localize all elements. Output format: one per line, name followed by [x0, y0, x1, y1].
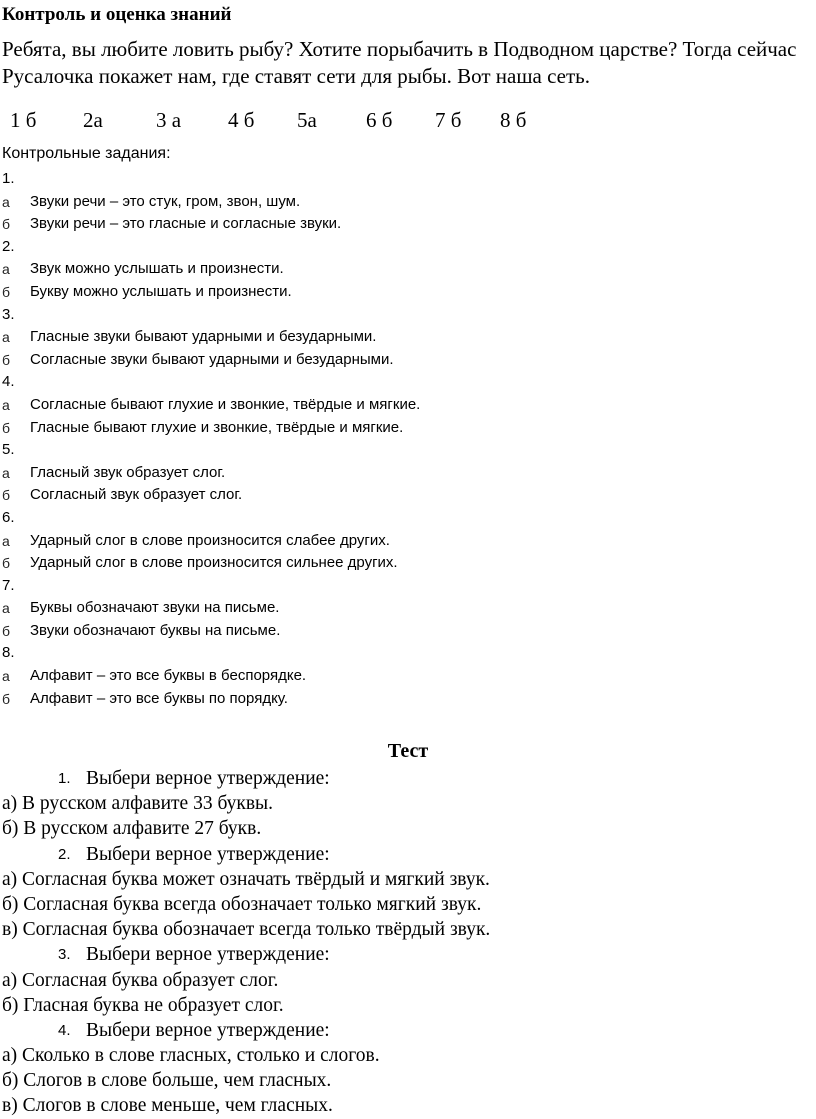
test-option: в) Слогов в слове меньше, чем гласных. [2, 1095, 333, 1117]
option-text: Звуки речи – это гласные и согласные звуки. [30, 215, 342, 233]
task-number: 7. [2, 576, 15, 594]
option-text: Гласный звук образует слог. [30, 463, 226, 481]
test-option: а) В русском алфавите 33 буквы. [2, 793, 274, 815]
option-marker: б [2, 487, 11, 504]
task-option-b [2, 349, 802, 372]
option-marker: а [2, 464, 10, 481]
test-option: б) Согласная буква всегда обозначает только мягкий звук. [2, 893, 482, 915]
option-text: Согласные бывают глухие и звонкие, твёрдые и мягкие. [30, 395, 421, 413]
option-text: Согласные звуки бывают ударными и безударными. [30, 350, 394, 368]
option-marker: а [2, 532, 10, 549]
task-option-b [2, 620, 802, 643]
task-option-a [2, 665, 802, 688]
task-number: 2. [2, 237, 15, 255]
option-text: Звуки обозначают буквы на письме. [30, 621, 281, 639]
test-option: а) Сколько в слове гласных, столько и слогов. [2, 1045, 380, 1067]
question-text: Выбери верное утверждение: [86, 843, 330, 865]
task-option-a [2, 326, 802, 349]
answer-item: 2а [83, 108, 103, 132]
task-option-b [2, 417, 802, 440]
task-option-a [2, 530, 802, 553]
question-text: Выбери верное утверждение: [86, 944, 330, 966]
control-tasks-list [2, 168, 802, 710]
task-option-a [2, 394, 802, 417]
option-marker: а [2, 396, 10, 413]
option-marker: а [2, 193, 10, 210]
task-option-a [2, 191, 802, 214]
option-marker: б [2, 419, 11, 436]
task-option-b [2, 484, 802, 507]
answer-item: 7 б [435, 108, 462, 132]
option-text: Гласные звуки бывают ударными и безударными. [30, 328, 377, 346]
option-marker: а [2, 261, 10, 278]
test-option: в) Согласная буква обозначает всегда только твёрдый звук. [2, 919, 491, 941]
task-option-b [2, 281, 802, 304]
answer-item: 5а [297, 108, 317, 132]
task-number: 5. [2, 441, 15, 459]
option-marker: а [2, 600, 10, 617]
option-text: Согласный звук образует слог. [30, 486, 243, 504]
option-marker: б [2, 283, 11, 300]
question-text: Выбери верное утверждение: [86, 1019, 330, 1041]
question-text: Выбери верное утверждение: [86, 768, 330, 789]
task-number: 4. [2, 373, 15, 391]
test-question [2, 942, 802, 967]
control-tasks-title: Контрольные задания: [2, 145, 171, 162]
test-question [2, 842, 802, 867]
test-question [2, 1018, 802, 1043]
page-title: Контроль и оценка знаний [2, 4, 232, 25]
task-option-a [2, 258, 802, 281]
option-marker: б [2, 690, 11, 707]
test-list [2, 766, 802, 1119]
task-number: 3. [2, 305, 15, 323]
option-text: Алфавит – это все буквы в беспорядке. [30, 667, 307, 685]
option-marker: а [2, 668, 10, 685]
task-option-b [2, 213, 802, 236]
test-option: а) Согласная буква образует слог. [2, 969, 279, 991]
task-option-b [2, 552, 802, 575]
test-option: б) Гласная буква не образует слог. [2, 994, 284, 1016]
question-number: 4. [58, 1021, 71, 1039]
option-marker: б [2, 622, 11, 639]
option-text: Букву можно услышать и произнести. [30, 282, 292, 300]
option-text: Гласные бывают глухие и звонкие, твёрдые и мягкие. [30, 418, 404, 436]
answer-item: 8 б [500, 108, 527, 132]
option-text: Ударный слог в слове произносится слабее других. [30, 531, 390, 549]
intro-paragraph: Ребята, вы любите ловить рыбу? Хотите порыбачить в Подводном царстве? Тогда сейчас Русалочка покажет нам, где ставят сети для рыбы. Вот наша сеть. [2, 37, 797, 88]
task-option-a [2, 597, 802, 620]
option-marker: б [2, 216, 11, 233]
option-text: Алфавит – это все буквы по порядку. [30, 689, 288, 707]
task-option-a [2, 462, 802, 485]
task-number: 6. [2, 508, 15, 526]
question-number: 3. [58, 946, 71, 964]
task-option-b [2, 688, 802, 711]
option-marker: б [2, 555, 11, 572]
answer-item: 3 а [156, 108, 182, 132]
option-text: Буквы обозначают звуки на письме. [30, 599, 280, 617]
answer-item: 6 б [366, 108, 393, 132]
option-text: Звуки речи – это стук, гром, звон, шум. [30, 192, 301, 210]
test-question [2, 766, 802, 791]
test-option: б) Слогов в слове больше, чем гласных. [2, 1070, 332, 1092]
option-text: Звук можно услышать и произнести. [30, 260, 284, 278]
task-number: 8. [2, 644, 15, 662]
test-option: б) В русском алфавите 27 букв. [2, 818, 262, 840]
option-marker: б [2, 351, 11, 368]
question-number: 1. [58, 770, 71, 787]
answer-item: 4 б [228, 108, 255, 132]
task-number: 1. [2, 170, 15, 187]
question-number: 2. [58, 845, 71, 863]
option-marker: а [2, 329, 10, 346]
option-text: Ударный слог в слове произносится сильнее других. [30, 554, 398, 572]
test-option: а) Согласная буква может означать твёрдый и мягкий звук. [2, 868, 490, 890]
answer-item: 1 б [10, 108, 37, 132]
test-title: Тест [387, 740, 429, 762]
